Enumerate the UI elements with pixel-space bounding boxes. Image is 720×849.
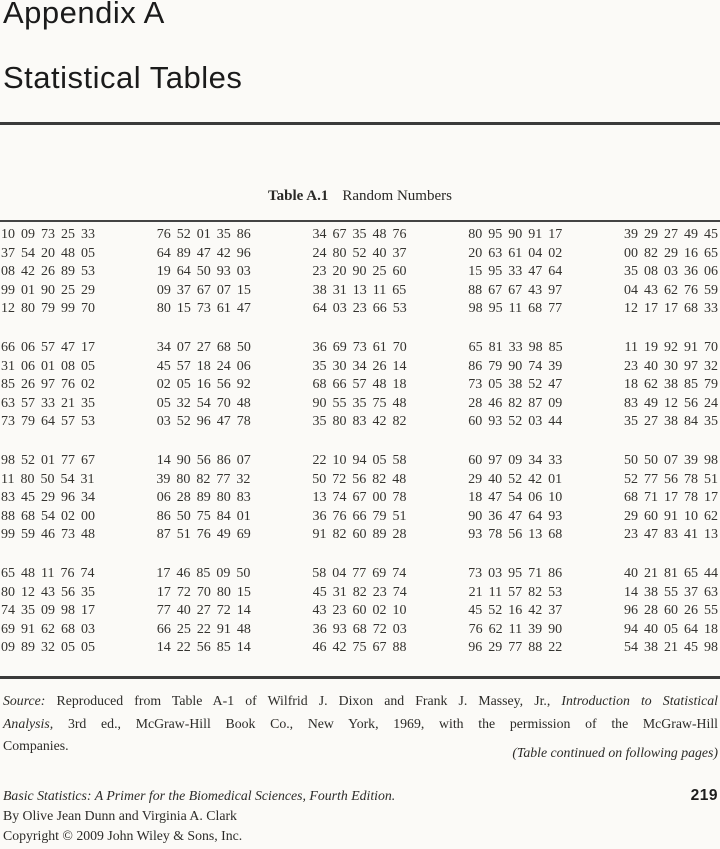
table-row [1,358,718,377]
number-group: 93 78 56 13 68 [468,527,563,543]
number-group: 34 07 27 68 50 [156,339,251,355]
number-group: 83 49 12 56 24 [624,395,718,411]
number-group: 80 15 73 61 47 [156,301,251,317]
book-copyright: Copyright © 2009 John Wiley & Sons, Inc. [3,828,243,843]
number-group: 76 62 11 39 90 [468,621,563,637]
number-group: 18 47 54 06 10 [468,490,563,506]
number-group: 96 29 77 88 22 [468,640,563,656]
number-group: 45 57 18 24 06 [156,358,251,374]
number-group: 73 79 64 57 53 [1,414,95,430]
number-group: 03 52 96 47 78 [156,414,251,430]
table-row [1,526,718,545]
number-group: 86 79 90 74 39 [468,358,563,374]
number-group: 39 29 27 49 45 [624,227,718,242]
source-line-2 [3,713,718,736]
number-group: 98 52 01 77 67 [1,452,95,468]
number-group: 09 89 32 05 05 [1,640,95,656]
number-group: 35 80 83 42 82 [312,414,407,430]
table-row [1,413,718,432]
number-group: 96 28 60 26 55 [624,603,718,619]
source-line-3: Companies. [3,738,69,753]
number-group: 74 35 09 98 17 [1,603,95,619]
number-group: 14 22 56 85 14 [156,640,251,656]
book-title: Basic Statistics: A Primer for the Biomedical Sciences, Fourth Edition. [3,788,396,803]
table-row [1,584,718,603]
number-group: 80 95 90 91 17 [468,227,563,242]
number-group: 76 52 01 35 86 [156,227,251,242]
number-group: 90 55 35 75 48 [312,395,407,411]
source-book-title-part1: Introduction to Statistical [561,693,718,708]
number-group: 11 19 92 91 70 [624,339,718,355]
number-group: 13 74 67 00 78 [312,490,407,506]
number-group: 88 67 67 43 97 [468,282,563,298]
number-group: 83 45 29 96 34 [1,490,95,506]
number-group: 36 69 73 61 70 [312,339,407,355]
source-label: Source: [3,693,46,708]
appendix-heading: Appendix A [3,0,165,30]
number-group: 05 32 54 70 48 [156,395,251,411]
number-group: 06 28 89 80 83 [156,490,251,506]
number-group: 98 95 11 68 77 [468,301,563,317]
number-group: 40 21 81 65 44 [623,565,718,581]
number-group: 68 71 17 78 17 [624,490,718,506]
number-group: 35 30 34 26 14 [312,358,407,374]
table-caption-label: Table A.1 [268,188,329,204]
table-caption [0,188,720,205]
number-group: 60 97 09 34 33 [468,452,563,468]
table-block [1,226,718,319]
number-group: 36 76 66 79 51 [312,508,407,524]
table-row [1,395,718,414]
book-authors: By Olive Jean Dunn and Virginia A. Clark [3,808,237,823]
table-block [1,565,718,658]
number-group: 04 43 62 76 59 [623,282,718,298]
number-group: 87 51 76 49 69 [156,527,251,543]
table-block [1,339,718,432]
number-group: 64 89 47 42 96 [156,245,251,261]
table-row [1,508,718,527]
page-number: 219 [690,787,718,804]
source-line-1-text: Reproduced from Table A-1 of Wilfrid J. Dixon and Frank J. Massey, Jr., [56,693,551,708]
table-row [1,339,718,358]
number-group: 50 50 07 39 98 [624,452,718,468]
number-group: 58 04 77 69 74 [312,565,407,581]
table-continued-note: (Table continued on following pages) [512,745,718,760]
number-group: 73 03 95 71 86 [468,565,563,581]
number-group: 12 80 79 99 70 [1,301,95,317]
number-group: 36 93 68 72 03 [312,621,407,637]
number-group: 54 38 21 45 98 [624,640,718,656]
number-group: 20 63 61 04 02 [468,245,563,261]
table-row [1,263,718,282]
number-group: 22 10 94 05 58 [312,452,407,468]
number-group: 38 31 13 11 65 [312,282,407,298]
number-group: 18 62 38 85 79 [624,377,718,393]
number-group: 21 11 57 82 53 [468,584,563,600]
number-group: 90 36 47 64 93 [468,508,563,524]
number-group: 02 05 16 56 92 [156,377,251,393]
number-group: 99 01 90 25 29 [1,282,95,298]
random-number-table [1,226,718,678]
number-group: 64 03 23 66 53 [312,301,407,317]
table-top-rule [0,220,720,222]
table-row [1,639,718,658]
number-group: 88 68 54 02 00 [1,508,95,524]
number-group: 80 12 43 56 35 [1,584,95,600]
number-group: 65 48 11 76 74 [1,565,95,581]
table-row [1,602,718,621]
number-group: 15 95 33 47 64 [468,264,563,280]
table-row [1,489,718,508]
table-row [1,565,718,584]
number-group: 46 42 75 67 88 [312,640,407,656]
number-group: 65 81 33 98 85 [468,339,563,355]
table-row [1,471,718,490]
source-book-title-part2: Analysis, [3,715,54,731]
number-group: 14 38 55 37 63 [623,584,718,600]
number-group: 94 40 05 64 18 [623,621,718,637]
number-group: 14 90 56 86 07 [156,452,251,468]
number-group: 31 06 01 08 05 [1,358,95,374]
number-group: 91 82 60 89 28 [312,527,407,543]
number-group: 17 46 85 09 50 [156,565,251,581]
number-group: 24 80 52 40 37 [312,245,407,261]
number-group: 29 40 52 42 01 [468,471,563,487]
number-group: 34 67 35 48 76 [312,227,407,242]
table-row [1,226,718,245]
table-row [1,621,718,640]
number-group: 77 40 27 72 14 [156,603,251,619]
number-group: 73 05 38 52 47 [468,377,563,393]
number-group: 85 26 97 76 02 [1,377,95,393]
table-row [1,245,718,264]
number-group: 37 54 20 48 05 [1,245,95,261]
number-group: 00 82 29 16 65 [624,245,718,261]
number-group: 45 31 82 23 74 [312,584,407,600]
table-row [1,376,718,395]
number-group: 08 42 26 89 53 [1,264,95,280]
number-group: 63 57 33 21 35 [1,395,95,411]
table-row [1,300,718,319]
number-group: 60 93 52 03 44 [468,414,563,430]
number-group: 45 52 16 42 37 [468,603,563,619]
number-group: 17 72 70 80 15 [156,584,251,600]
number-group: 09 37 67 07 15 [156,282,251,298]
number-group: 68 66 57 48 18 [312,377,407,393]
number-group: 29 60 91 10 62 [624,508,718,524]
table-bottom-rule [0,676,720,679]
number-group: 99 59 46 73 48 [1,527,95,543]
number-group: 43 23 60 02 10 [312,603,407,619]
number-group: 50 72 56 82 48 [312,471,407,487]
number-group: 66 25 22 91 48 [156,621,251,637]
number-group: 19 64 50 93 03 [156,264,251,280]
number-group: 35 27 38 84 35 [624,414,718,430]
number-group: 10 09 73 25 33 [1,227,95,242]
number-group: 52 77 56 78 51 [623,471,718,487]
book-footer [3,786,603,846]
number-group: 11 80 50 54 31 [1,471,95,487]
page-title: Statistical Tables [3,60,243,95]
table-row [1,282,718,301]
number-group: 23 40 30 97 32 [624,358,718,374]
source-line-1 [3,690,718,713]
number-group: 23 47 83 41 13 [624,527,718,543]
number-group: 28 46 82 87 09 [468,395,563,411]
number-group: 23 20 90 25 60 [312,264,407,280]
number-group: 66 06 57 47 17 [1,339,95,355]
source-line-2-text: 3rd ed., McGraw-Hill Book Co., New York, 1969, with the permission of the McGraw-Hill [67,715,719,731]
header-rule [0,122,720,125]
number-group: 69 91 62 68 03 [1,621,95,637]
table-caption-title: Random Numbers [342,188,452,204]
number-group: 39 80 82 77 32 [156,471,251,487]
number-group: 35 08 03 36 06 [624,264,718,280]
number-group: 12 17 17 68 33 [623,301,718,317]
table-row [1,452,718,471]
table-block [1,452,718,545]
number-group: 86 50 75 84 01 [156,508,251,524]
